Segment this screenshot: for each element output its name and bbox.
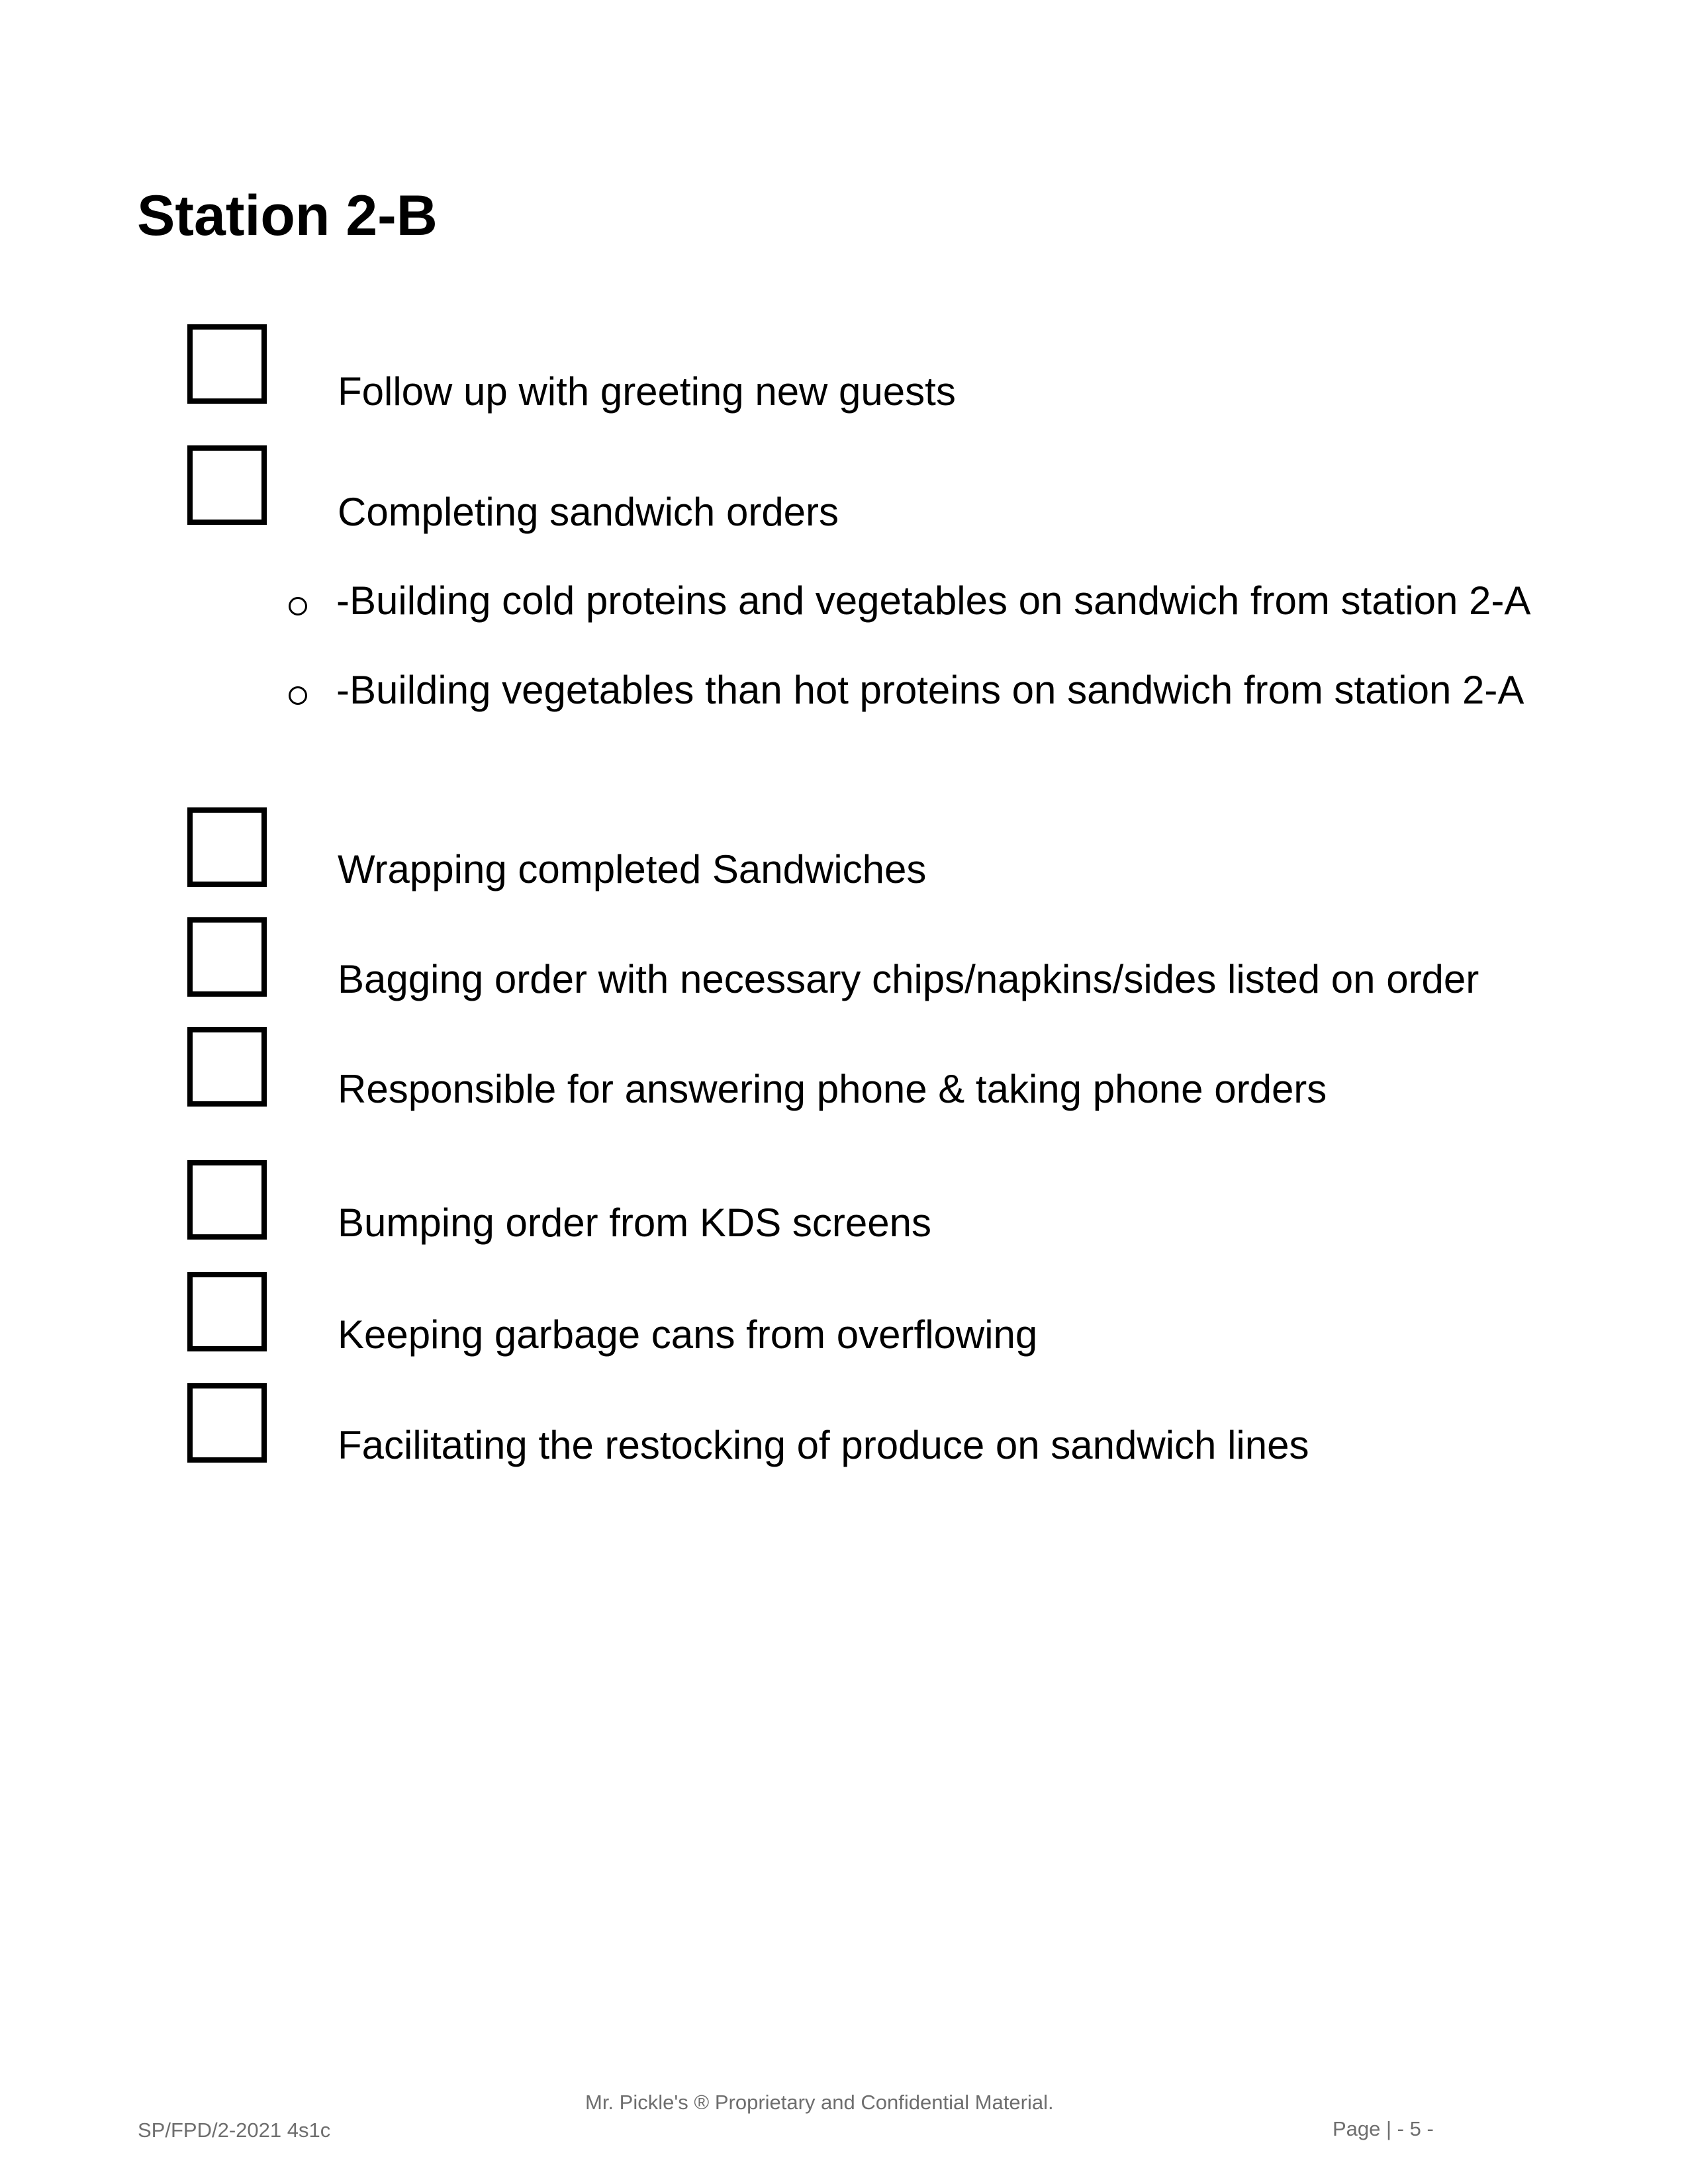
page-title: Station 2-B: [137, 184, 438, 248]
checklist-item-label: Bagging order with necessary chips/napkins/sides listed on order: [338, 957, 1479, 1001]
checklist-item-label: Wrapping completed Sandwiches: [338, 847, 927, 891]
sub-item-label: -Building cold proteins and vegetables on sandwich from station 2-A: [336, 578, 1531, 623]
checklist-item-label: Facilitating the restocking of produce on sandwich lines: [338, 1423, 1309, 1467]
checkbox-greeting[interactable]: [187, 324, 267, 404]
hollow-bullet-icon: [289, 686, 307, 705]
checkbox-phone[interactable]: [187, 1027, 267, 1107]
checkbox-restocking[interactable]: [187, 1383, 267, 1463]
footer-doc-code: SP/FPD/2-2021 4s1c: [138, 2118, 331, 2142]
footer-confidential-notice: Mr. Pickle's ® Proprietary and Confidential Material.: [585, 2091, 1054, 2114]
checkbox-wrapping[interactable]: [187, 807, 267, 887]
checklist-item-label: Responsible for answering phone & taking phone orders: [338, 1067, 1327, 1111]
checkbox-completing-orders[interactable]: [187, 445, 267, 525]
hollow-bullet-icon: [289, 597, 307, 615]
checkbox-bagging[interactable]: [187, 917, 267, 997]
sub-item-label: -Building vegetables than hot proteins on sandwich from station 2-A: [336, 668, 1524, 712]
checklist-item-label: Follow up with greeting new guests: [338, 369, 956, 414]
checklist-item-label: Bumping order from KDS screens: [338, 1201, 932, 1245]
checkbox-kds[interactable]: [187, 1160, 267, 1240]
checklist-item-label: Keeping garbage cans from overflowing: [338, 1312, 1038, 1357]
checklist-item-label: Completing sandwich orders: [338, 490, 839, 534]
footer-page-number: Page | - 5 -: [1333, 2117, 1434, 2140]
checkbox-garbage[interactable]: [187, 1272, 267, 1351]
